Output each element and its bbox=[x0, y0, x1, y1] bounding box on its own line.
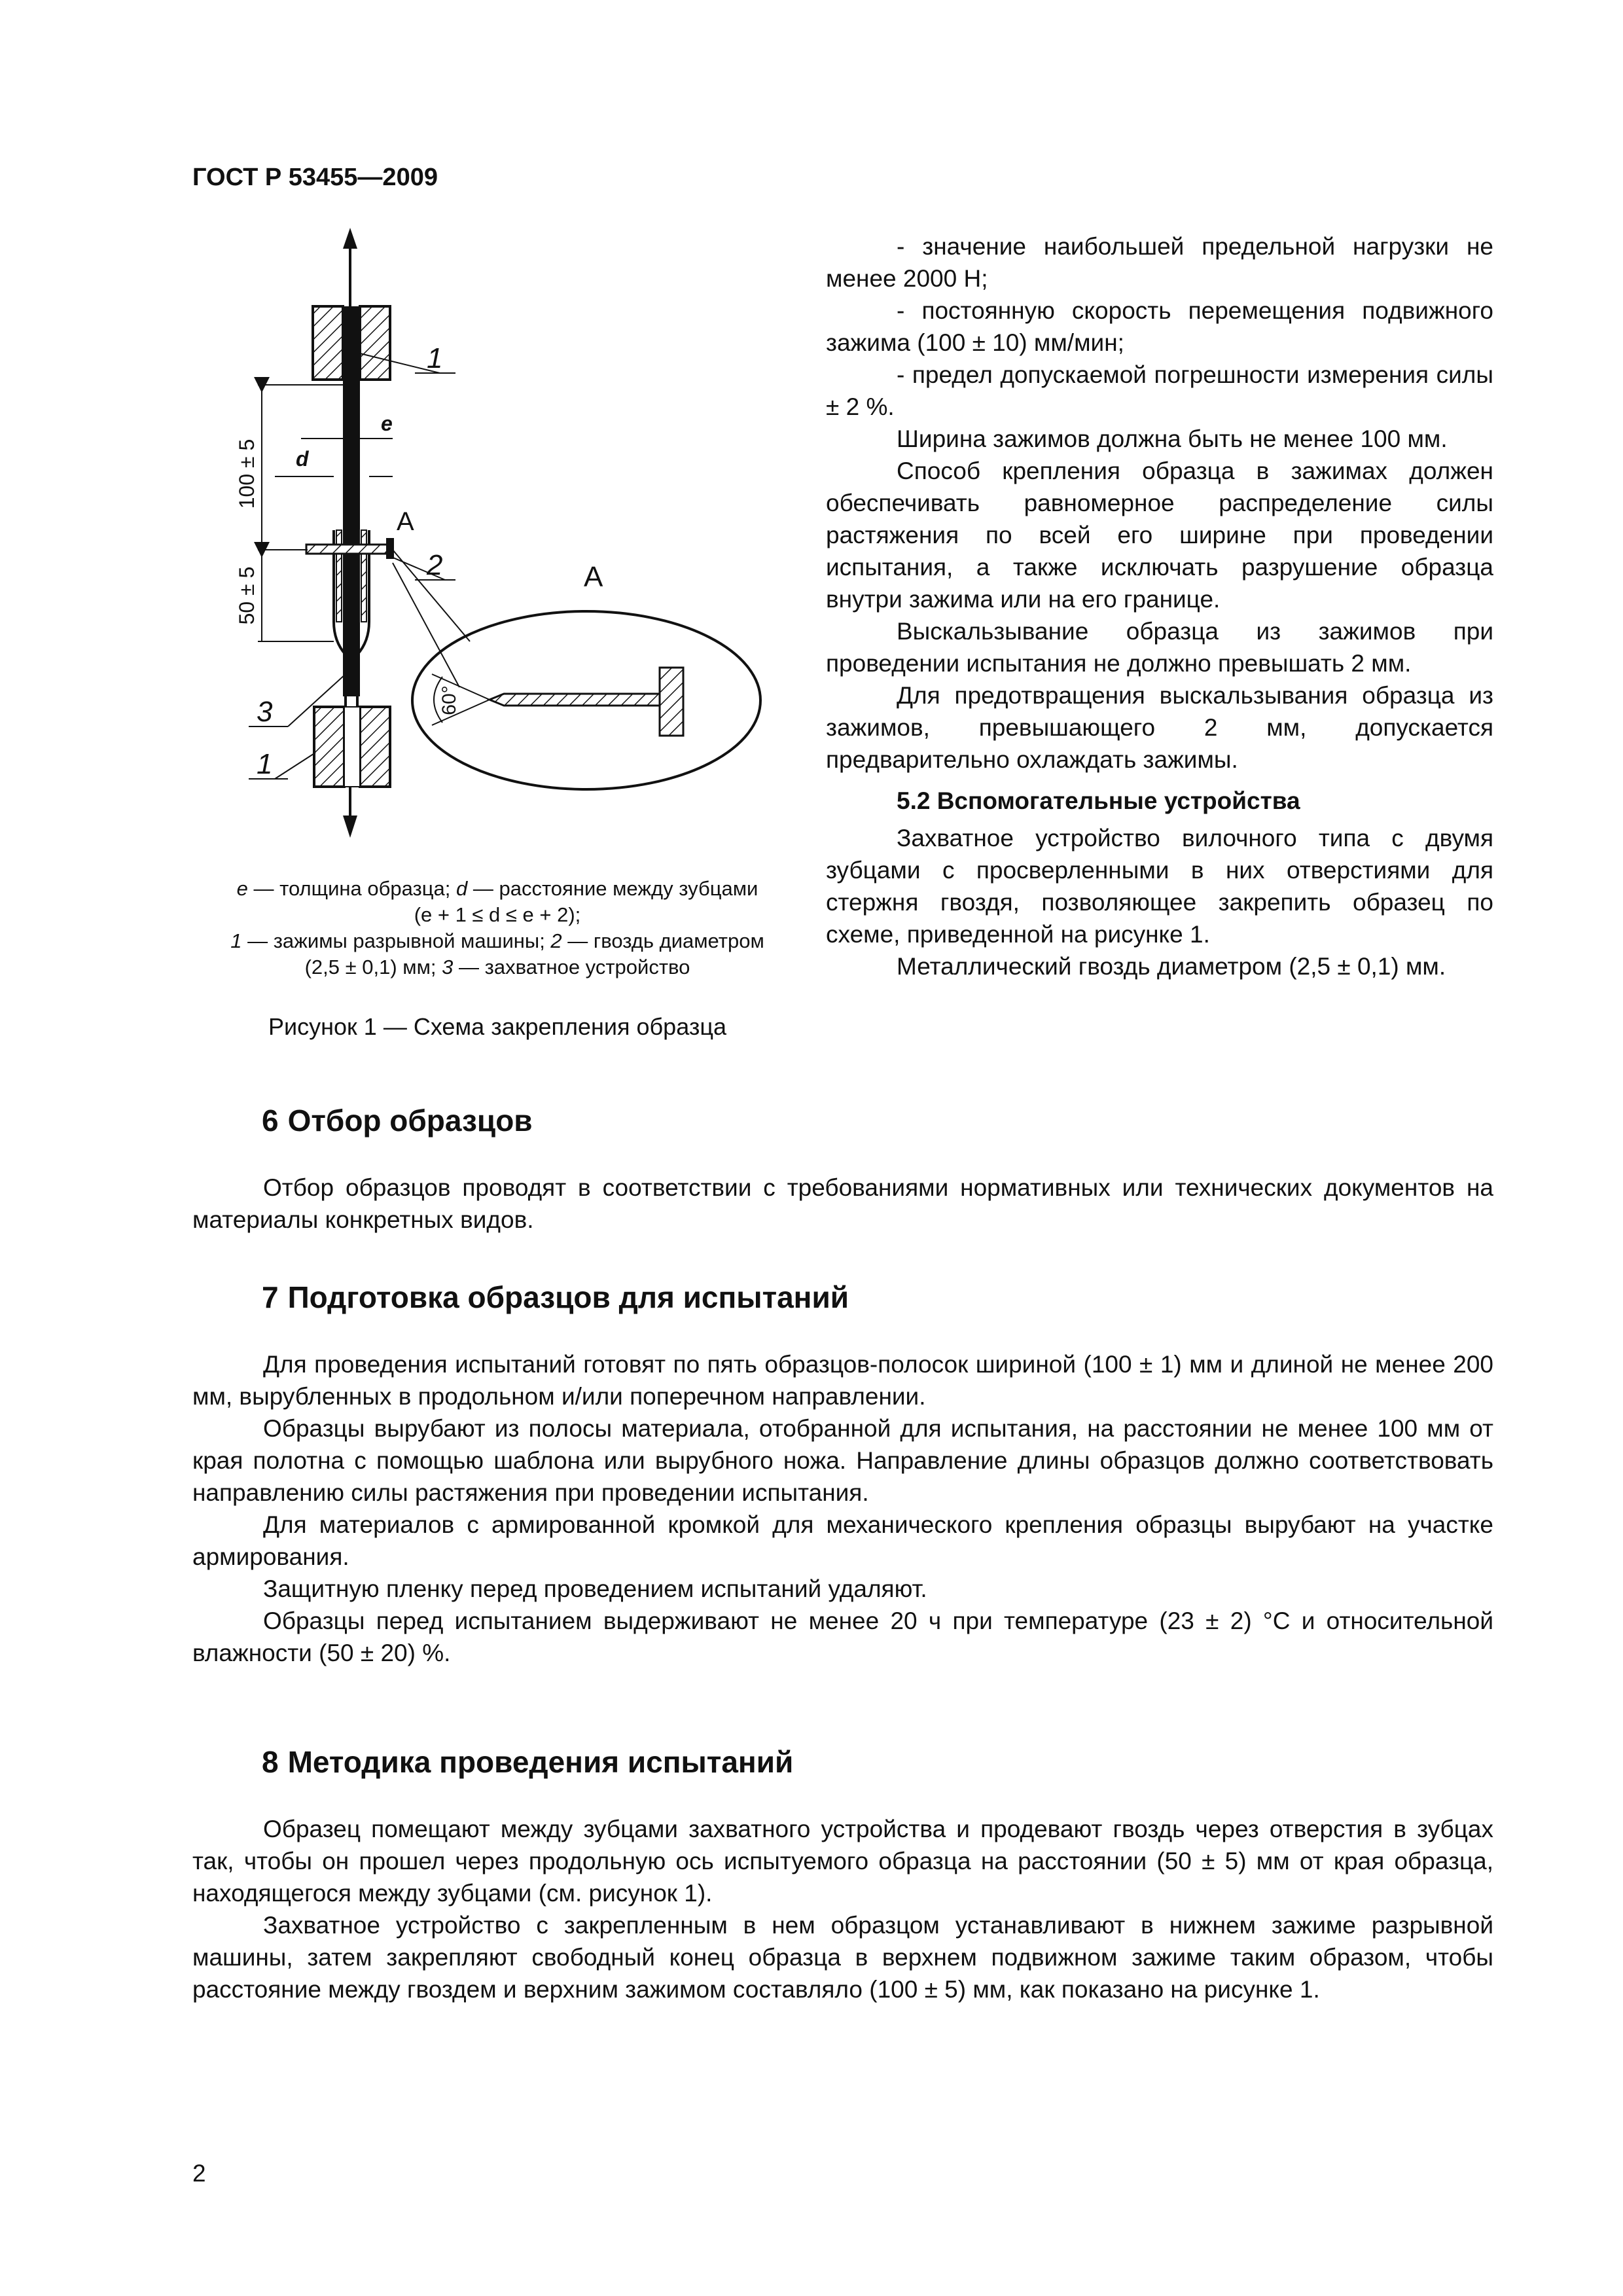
req-accuracy: - предел допускаемой погрешности измерения силы ± 2 %. bbox=[826, 361, 1493, 420]
label-d: d bbox=[296, 447, 309, 471]
specimen-strip bbox=[343, 306, 360, 696]
label-A-detail: А bbox=[584, 561, 603, 593]
figure-diagram bbox=[196, 223, 825, 864]
bottom-clamp-left bbox=[314, 707, 344, 787]
section-7-body: Для проведения испытаний готовят по пять образцов-полосок шириной (100 ± 1) мм и длиной не менее 200 мм, вырубленных в продольном и/или поперечном направлении. Образцы вырубают из полосы материала, отобранной для испытания, на расстоянии не менее 100 мм от края полотна с помощью шаблона или вырубного ножа. Направление длины образцов должно соответствовать направлению силы растяжения при проведении испытания. Для материалов с армированной кромкой для механического крепления образцы вырубают на участке армирования. Защитную пленку перед проведением испытаний удаляют. Образцы перед испытанием выдерживают не менее 20 ч при температуре (23 ± 2) °С и относительной влажности (50 ± 20) %. bbox=[192, 1351, 1493, 1666]
figure-legend bbox=[183, 876, 812, 980]
label-A-small: А bbox=[397, 507, 414, 536]
req-speed: - постоянную скорость перемещения подвижного зажима (100 ± 10) мм/мин; bbox=[826, 297, 1493, 356]
legend-line-1: e — толщина образца; d — расстояние между зубцами bbox=[236, 877, 758, 900]
document-header: ГОСТ Р 53455—2009 bbox=[192, 164, 438, 191]
figure-svg bbox=[196, 223, 825, 864]
legend-line-2: (e + 1 ≤ d ≤ e + 2); bbox=[414, 903, 581, 926]
section-6-heading: 6 Отбор образцов bbox=[262, 1103, 533, 1138]
right-column bbox=[826, 230, 1493, 982]
legend-line-4: (2,5 ± 0,1) мм; 3 — захватное устройство bbox=[304, 956, 690, 978]
label-1-bottom: 1 bbox=[257, 748, 273, 780]
legend-line-3: 1 — зажимы разрывной машины; 2 — гвоздь диаметром bbox=[230, 929, 764, 952]
section-8-heading: 8 Методика проведения испытаний bbox=[262, 1745, 794, 1779]
dim-50-label: 50 ± 5 bbox=[235, 566, 259, 625]
angle-label: 60° bbox=[438, 685, 460, 715]
top-clamp-right bbox=[360, 306, 390, 380]
label-e: e bbox=[381, 412, 393, 435]
bottom-clamp-right bbox=[360, 707, 390, 787]
nail bbox=[306, 545, 390, 554]
grip-device: Захватное устройство вилочного типа с двумя зубцами с просверленными в них отверстиями для стержня гвоздя, позволяющее закрепить образец по схеме, приведенной на рисунке 1. bbox=[826, 825, 1493, 948]
req-load: - значение наибольшей предельной нагрузки не менее 2000 Н; bbox=[826, 233, 1493, 292]
section-6-body: Отбор образцов проводят в соответствии с требованиями нормативных или технических документов на материалы конкретных видов. bbox=[192, 1174, 1493, 1233]
section-8-body: Образец помещают между зубцами захватного устройства и продевают гвоздь через отверстия в зубцах так, чтобы он прошел через продольную ось испытуемого образца на расстоянии (50 ± 5) мм от края образца, находящегося между зубцами (см. рисунок 1). Захватное устройство с закрепленным в нем образцом устанавливают в нижнем зажиме разрывной машины, затем закрепляют свободный конец образца в верхнем подвижном зажиме таким образом, чтобы расстояние между гвоздем и верхним зажимом составляло (100 ± 5) мм, как показано на рисунке 1. bbox=[192, 1816, 1493, 2003]
slip-prevention: Для предотвращения выскальзывания образца из зажимов, превышающего 2 мм, допускается предварительно охлаждать зажимы. bbox=[826, 682, 1493, 773]
figure-title: Рисунок 1 — Схема закрепления образца bbox=[268, 1013, 726, 1040]
dim-100-label: 100 ± 5 bbox=[235, 439, 259, 509]
slip-limit: Выскальзывание образца из зажимов при проведении испытания не должно превышать 2 мм. bbox=[826, 618, 1493, 677]
label-2: 2 bbox=[427, 549, 443, 581]
subsection-5-2-heading: 5.2 Вспомогательные устройства bbox=[897, 787, 1300, 814]
page-number: 2 bbox=[192, 2160, 206, 2187]
label-1-top: 1 bbox=[427, 342, 443, 374]
clamp-width: Ширина зажимов должна быть не менее 100 мм. bbox=[897, 425, 1448, 452]
nail-spec: Металлический гвоздь диаметром (2,5 ± 0,1) мм. bbox=[897, 953, 1446, 980]
section-7-heading: 7 Подготовка образцов для испытаний bbox=[262, 1280, 849, 1314]
nail-detail bbox=[490, 694, 660, 706]
clamp-method: Способ крепления образца в зажимах должен обеспечивать равномерное распределение силы растяжения по всей его ширине при проведении испытания, а также исключать разрушение образца внутри зажима или на его границе. bbox=[826, 457, 1493, 613]
top-clamp-left bbox=[313, 306, 343, 380]
label-3: 3 bbox=[257, 696, 273, 728]
